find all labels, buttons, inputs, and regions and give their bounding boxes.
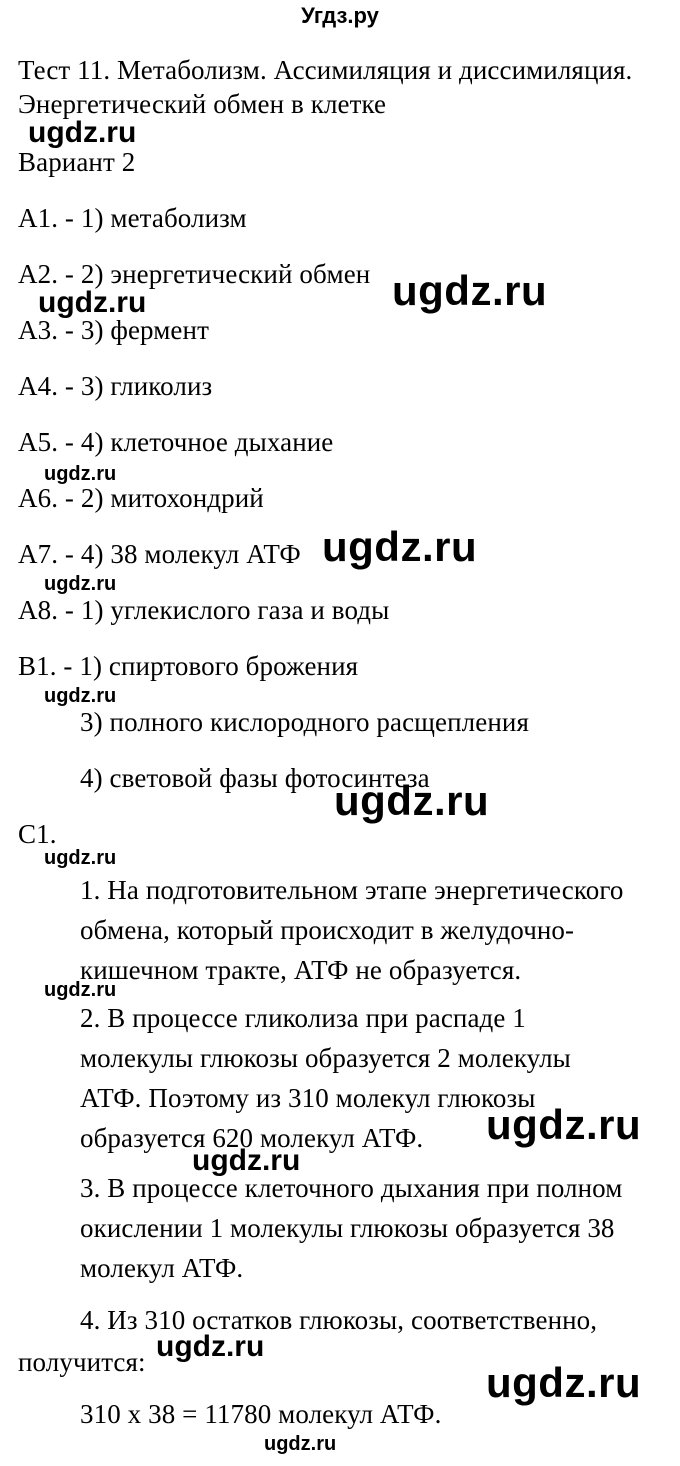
watermark: ugdz.ru (322, 523, 478, 570)
answer-a7: А7. - 4) 38 молекул АТФ (18, 539, 301, 569)
watermark: ugdz.ru (392, 267, 548, 314)
c1-point2-line4: образуется 620 молекул АТФ. (80, 1123, 424, 1153)
c1-point1-line3: кишечном тракте, АТФ не образуется. (80, 955, 522, 985)
watermark: ugdz.ru (192, 1144, 301, 1177)
c1-label: С1. (18, 819, 57, 849)
c1-point1-line2: обмена, который происходит в желудочно- (80, 915, 575, 945)
c1-point2-line3: АТФ. Поэтому из 310 молекул глюкозы (80, 1083, 536, 1113)
answer-a3: А3. - 3) фермент (18, 315, 209, 345)
site-header: Угдз.ру (301, 3, 379, 28)
watermark: ugdz.ru (38, 286, 147, 319)
answer-a1: А1. - 1) метаболизм (18, 203, 247, 233)
watermark: ugdz.ru (44, 573, 117, 595)
watermark: ugdz.ru (44, 685, 117, 707)
c1-formula: 310 х 38 = 11780 молекул АТФ. (80, 1399, 442, 1429)
watermark: ugdz.ru (44, 463, 117, 485)
watermark: ugdz.ru (486, 1359, 642, 1406)
c1-point4-line2: получится: (18, 1347, 146, 1377)
c1-point2-line2: молекулы глюкозы образуется 2 молекулы (80, 1043, 571, 1073)
answer-a5: А5. - 4) клеточное дыхание (18, 427, 334, 457)
answer-b1-option3: 3) полного кислородного расщепления (80, 707, 529, 737)
watermark: ugdz.ru (486, 1101, 642, 1148)
document-title-line2: Энергетический обмен в клетке (18, 89, 387, 119)
c1-point1-line1: 1. На подготовительном этапе энергетического (80, 875, 624, 905)
answer-a6: А6. - 2) митохондрий (18, 483, 264, 513)
watermark: ugdz.ru (334, 777, 490, 824)
document-title-line1: Тест 11. Метаболизм. Ассимиляция и диссимиляция. (18, 55, 633, 85)
c1-point4-line1: 4. Из 310 остатков глюкозы, соответственно, (80, 1305, 598, 1335)
watermark: ugdz.ru (264, 1433, 337, 1455)
answer-b1: В1. - 1) спиртового брожения (18, 651, 359, 681)
watermark: ugdz.ru (28, 116, 137, 149)
watermark: ugdz.ru (44, 847, 117, 869)
answer-a4: А4. - 3) гликолиз (18, 371, 213, 401)
answer-b1-option4: 4) световой фазы фотосинтеза (80, 763, 430, 793)
watermark: ugdz.ru (156, 1330, 265, 1363)
c1-point3-line1: 3. В процессе клеточного дыхания при полном (80, 1173, 623, 1203)
answer-a8: А8. - 1) углекислого газа и воды (18, 595, 390, 625)
variant-label: Вариант 2 (18, 147, 136, 177)
c1-point2-line1: 2. В процессе гликолиза при распаде 1 (80, 1003, 526, 1033)
watermark: ugdz.ru (44, 979, 117, 1001)
answer-a2: А2. - 2) энергетический обмен (18, 259, 371, 289)
c1-point3-line2: окислении 1 молекулы глюкозы образуется 38 (80, 1213, 615, 1243)
c1-point3-line3: молекул АТФ. (80, 1253, 244, 1283)
